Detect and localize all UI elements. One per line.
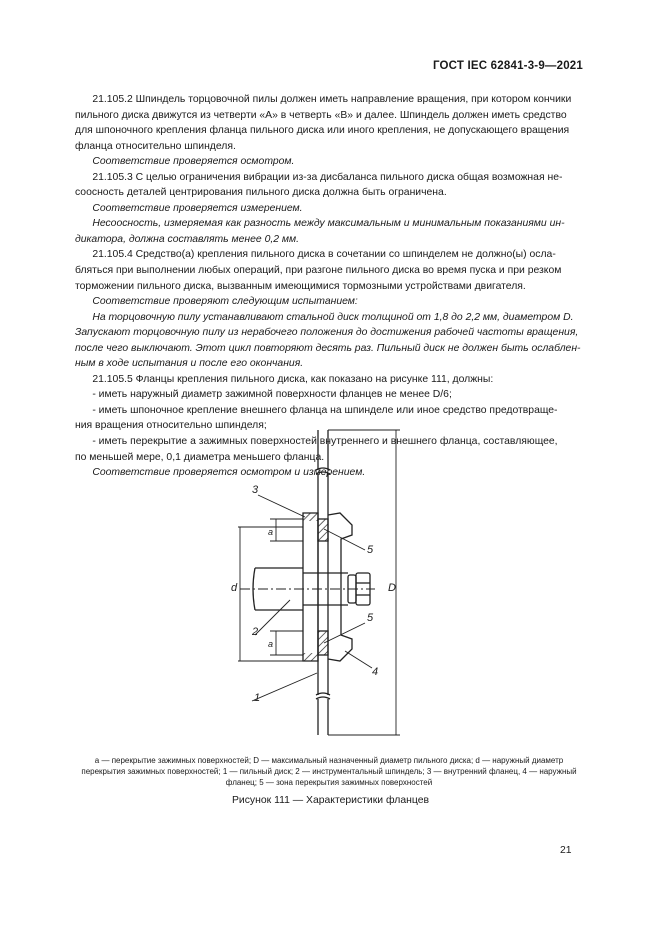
text-line: - иметь наружный диаметр зажимной поверхности фланцев не менее D/6; (75, 389, 452, 401)
test-procedure (75, 310, 583, 372)
label-4: 4 (372, 666, 379, 678)
label-d: d (231, 582, 238, 594)
label-a-lower: a (268, 639, 274, 649)
text-line: фланца относительно шпинделя. (75, 140, 236, 152)
label-2: 2 (252, 626, 259, 638)
legend-line: a — перекрытие зажимных поверхностей; D — максимальный назначенный диаметр пильного диска; d — наружный диаметр (94, 756, 564, 765)
label-3: 3 (252, 484, 259, 496)
text-line: соосность деталей центрирования пильного диска должна быть ограничена. (75, 187, 447, 199)
label-5-upper: 5 (367, 544, 374, 556)
text-line: 21.105.4 Средство(а) крепления пильного диска в сочетании со шпинделем не должно(ы) осла- (75, 249, 556, 261)
text-line: ния вращения относительно шпинделя; (75, 420, 267, 432)
text-line: Соответствие проверяется осмотром и измерением. (75, 467, 366, 479)
text-line: - иметь шпоночное крепление внешнего фланца на шпинделе или иное средство предотвраще- (75, 404, 558, 416)
paragraph-21-105-2 (75, 92, 583, 154)
label-a-upper: a (268, 527, 274, 537)
text-line: Соответствие проверяется осмотром. (75, 156, 295, 168)
text-line: Запускают торцовочную пилу из нерабочего положения до достижения рабочей частоты вращения, (75, 327, 579, 339)
text-line: дикатора, должна составлять менее 0,2 мм. (75, 233, 300, 245)
page-number: 21 (560, 845, 572, 856)
text-line: 21.105.2 Шпиндель торцовочной пилы должен иметь направление вращения, при котором кончики (75, 94, 572, 105)
compliance-note (75, 294, 583, 310)
text-line: торможении пильного диска, вызванным имеющимися тормозными устройствами двигателя. (75, 280, 526, 292)
text-line: для шпоночного крепления фланца пильного диска или иного крепления, не допускающего вращения (75, 125, 570, 137)
flange-diagram (200, 425, 460, 745)
compliance-note (75, 154, 583, 170)
text-line: по меньшей мере, 0,1 диаметра меньшего фланца. (75, 451, 325, 463)
compliance-note (75, 201, 583, 217)
text-line: - иметь перекрытие a зажимных поверхностей внутреннего и внешнего фланца, составляющее, (75, 436, 558, 448)
text-line: после чего выключают. Этот цикл повторяют десять раз. Пильный диск не должен быть ослаблен- (75, 342, 581, 354)
legend-line: перекрытия зажимных поверхностей; 1 — пильный диск; 2 — инструментальный шпиндель; 3 — внутренний фланец, (81, 767, 521, 776)
text-line: 21.105.5 Фланцы крепления пильного диска, как показано на рисунке 111, должны: (75, 373, 494, 385)
label-1: 1 (254, 692, 261, 704)
text-line: 21.105.3 С целью ограничения вибрации из-за дисбаланса пильного диска общая возможная не- (75, 171, 563, 183)
text-line: Соответствие проверяется измерением. (75, 202, 303, 214)
misalignment-note (75, 216, 583, 247)
paragraph-21-105-3 (75, 170, 583, 201)
text-line: бляться при выполнении любых операций, при разгоне пильного диска во время пуска и при резком (75, 265, 562, 277)
text-line: пильного диска движутся из четверти «А» в четверть «В» и далее. Шпиндель должен иметь средство (75, 109, 567, 121)
text-line: На торцовочную пилу устанавливают стальной диск толщиной от 1,8 до 2,2 мм, диаметром D. (75, 311, 574, 323)
document-header: ГОСТ IEC 62841-3-9—2021 (432, 60, 583, 72)
label-D: D (388, 582, 396, 594)
legend-line: 4 — наружный фланец; 5 — зона перекрытия зажимных поверхностей (225, 767, 577, 787)
text-line: Соответствие проверяют следующим испытанием: (75, 296, 358, 308)
label-5-lower: 5 (367, 612, 374, 624)
figure-legend (75, 755, 583, 788)
body-text (75, 92, 583, 481)
text-line: Несоосность, измеряемая как разность между максимальным и минимальным показаниями ин- (75, 218, 565, 230)
figure-caption: Рисунок 111 — Характеристики фланцев (232, 795, 429, 806)
paragraph-21-105-4 (75, 247, 583, 294)
text-line: ным в ходе испытания и после его окончания. (75, 358, 304, 370)
